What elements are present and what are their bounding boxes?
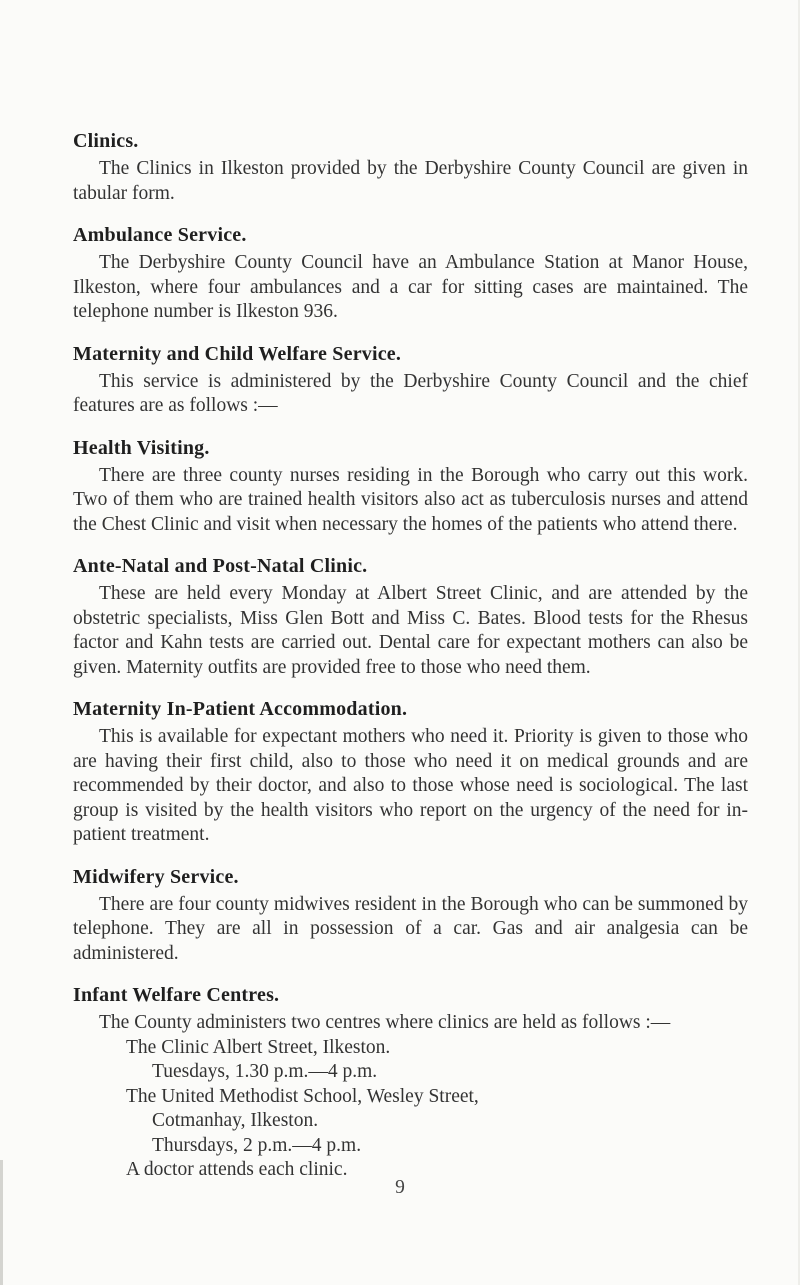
section-body: This service is administered by the Derbyshire County Council and the chief features are as follows :— (73, 370, 748, 416)
centre-address: The Clinic Albert Street, Ilkeston. (126, 1036, 391, 1058)
section-body: This is available for expectant mothers who need it. Priority is given to those who are having their first child, also to those who need it on medical grounds and are recommended by their doctor, and also to those whose need is sociological. The last group is visited by the health visitors who report on the urgency of the need for in-patient treatment. (73, 726, 748, 845)
section-body: These are held every Monday at Albert Street Clinic, and are attended by the obstetric specialists, Miss Glen Bott and Miss C. Bates. Blood tests for the Rhesus factor and Kahn tests are carried out. Dental care for expectant mothers can also be given. Maternity outfits are provided free to those who need them. (73, 583, 748, 678)
centre-list (73, 1036, 748, 1159)
centre-address: The United Methodist School, Wesley Street, (126, 1085, 479, 1107)
document-page (73, 128, 748, 1197)
section-ambulance-service (73, 222, 748, 325)
section-heading: Ambulance Service. (73, 224, 247, 246)
centre-item (126, 1036, 748, 1085)
section-heading: Maternity and Child Welfare Service. (73, 342, 402, 365)
section-maternity-child-welfare (73, 341, 748, 419)
section-body: There are four county midwives resident in the Borough who can be summoned by telephone. They are all in possession of a car. Gas and air analgesia can be administered. (73, 893, 748, 964)
centre-address-continued: Cotmanhay, Ilkeston. (152, 1110, 319, 1131)
section-heading: Health Visiting. (73, 436, 210, 459)
section-clinics (73, 128, 748, 206)
centre-item (126, 1085, 748, 1159)
section-heading: Clinics. (73, 130, 139, 152)
section-maternity-in-patient (73, 696, 748, 848)
section-body: The County administers two centres where clinics are held as follows :— (99, 1012, 671, 1033)
centre-times: Thursdays, 2 p.m.—4 p.m. (152, 1134, 362, 1156)
section-heading: Infant Welfare Centres. (73, 984, 280, 1006)
section-heading: Midwifery Service. (73, 865, 239, 888)
section-midwifery-service (73, 864, 748, 967)
section-body: The Clinics in Ilkeston provided by the Derbyshire County Council are given in tabular form. (73, 158, 748, 204)
section-body: There are three county nurses residing in the Borough who carry out this work. Two of them who are trained health visitors also act as tuberculosis nurses and attend the Chest Clinic and visit when necessary the homes of the patients who attend there. (73, 464, 748, 535)
closing-note: A doctor attends each clinic. (126, 1159, 348, 1180)
section-ante-post-natal-clinic (73, 553, 748, 680)
section-health-visiting (73, 435, 748, 538)
section-heading: Ante-Natal and Post-Natal Clinic. (73, 555, 368, 577)
section-infant-welfare-centres (73, 982, 748, 1183)
page-number: 9 (395, 1177, 405, 1198)
section-body: The Derbyshire County Council have an Ambulance Station at Manor House, Ilkeston, where four ambulances and a car for sitting cases are maintained. The telephone number is Ilkeston 936. (73, 252, 748, 322)
centre-times: Tuesdays, 1.30 p.m.—4 p.m. (152, 1061, 378, 1082)
page-edge-shadow (0, 1160, 3, 1285)
section-heading: Maternity In-Patient Accommodation. (73, 698, 408, 720)
